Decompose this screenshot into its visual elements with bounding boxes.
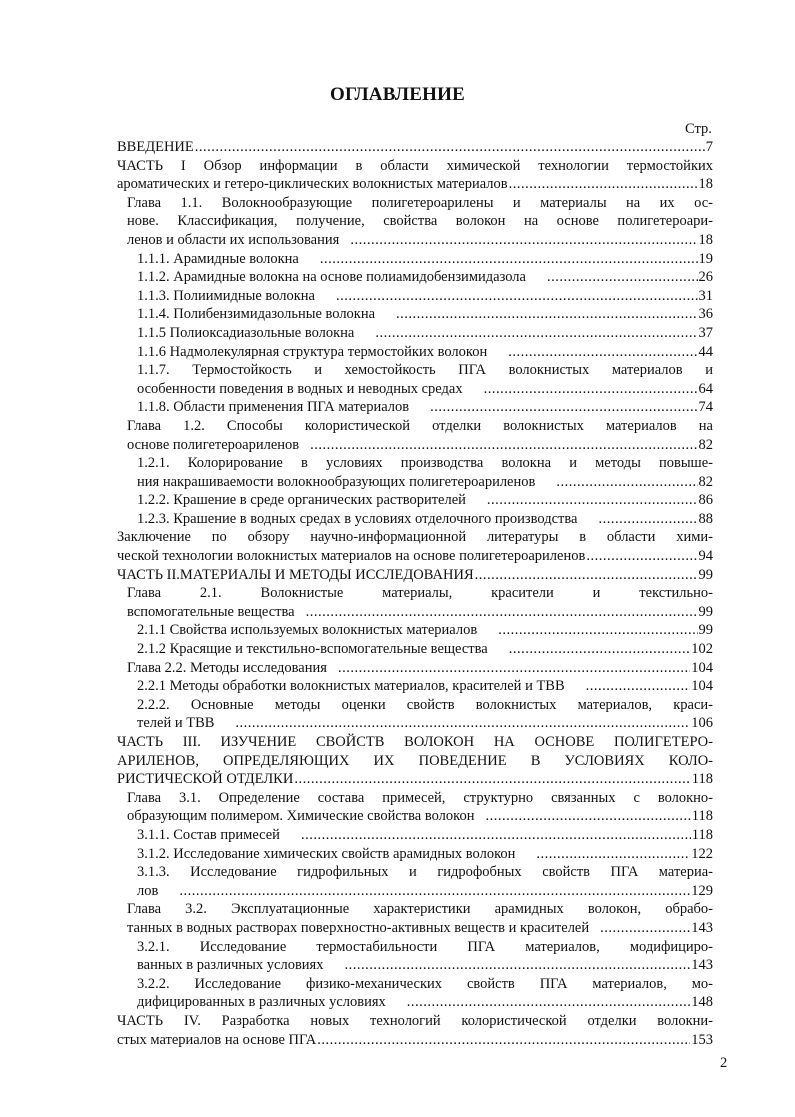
toc-entry[interactable]: [117, 454, 713, 491]
toc-entry-page: 143: [691, 957, 713, 974]
toc-entry-lastline: [117, 714, 713, 733]
toc-entry-line: ЧАСТЬ I Обзор информации в области химической технологии термостойких: [117, 157, 713, 174]
leader-dots: [355, 324, 697, 343]
leader-dots: [536, 473, 697, 492]
toc-entry-line: Глава 1.1. Волокнообразующие полигетероарилены и материалы на их ос-: [127, 194, 713, 211]
toc-entry-text: РИСТИЧЕСКОЙ ОТДЕЛКИ: [117, 771, 294, 788]
toc-entry[interactable]: [117, 138, 713, 157]
toc-entry-text: 1.2.2. Крашение в среде органических растворителей: [137, 492, 466, 509]
table-of-contents: [117, 138, 713, 1049]
toc-entry-page: 44: [698, 343, 713, 360]
toc-entry-text: ВВЕДЕНИЕ: [117, 139, 194, 155]
toc-entry-lastline: [117, 919, 713, 938]
toc-entry-lastline: [117, 993, 713, 1012]
toc-entry-text: ванных в различных условиях: [137, 957, 324, 974]
toc-entry-page: 129: [691, 882, 713, 899]
toc-entry-text: 2.1.1 Свойства используемых волокнистых материалов: [137, 622, 478, 639]
leader-dots: [566, 677, 691, 696]
toc-entry-line: Глава 2.1. Волокнистые материалы, красители и текстильно-: [127, 585, 713, 602]
toc-entry-line: 1.1.7. Термостойкость и хемостойкость ПГА волокнистых материалов и: [137, 362, 713, 379]
toc-entry-line: Заключение по обзору научно-информационной литературы в области хими-: [117, 529, 713, 546]
leader-dots: [509, 175, 698, 194]
toc-entry-text: особенности поведения в водных и неводных средах: [137, 380, 463, 397]
toc-entry-text: вспомогательные вещества: [127, 603, 295, 620]
toc-entry-page: 118: [691, 826, 713, 843]
toc-entry-page: 88: [698, 510, 713, 527]
toc-entry-line: Глава 1.2. Способы колористической отделки волокнистых материалов на: [127, 417, 713, 434]
toc-entry-text: 2.2.1 Методы обработки волокнистых материалов, красителей и ТВВ: [137, 678, 565, 695]
toc-entry-page: 118: [691, 771, 713, 788]
toc-entry-lastline: [117, 807, 713, 826]
toc-entry-page: 99: [698, 566, 713, 583]
toc-entry-lastline: [117, 491, 713, 510]
toc-entry-text: ароматических и гетеро-циклических волокнистых материалов: [117, 176, 508, 193]
toc-entry-page: 104: [691, 678, 713, 695]
toc-entry[interactable]: [117, 528, 713, 565]
leader-dots: [387, 993, 690, 1012]
leader-dots: [159, 882, 690, 901]
leader-dots: [300, 436, 697, 455]
toc-entry[interactable]: [117, 621, 713, 640]
toc-entry[interactable]: [117, 566, 713, 585]
toc-entry-lastline: [117, 324, 713, 343]
toc-entry[interactable]: [117, 845, 713, 864]
toc-entry-page: 122: [691, 845, 713, 862]
toc-entry-lastline: [117, 956, 713, 975]
toc-entry-text: танных в водных растворах поверхностно-активных веществ и красителей: [127, 919, 590, 936]
toc-entry-line: Глава 3.1. Определение состава примесей, структурно связанных с волокно-: [127, 789, 713, 806]
toc-entry-page: 18: [698, 231, 713, 248]
toc-entry-lastline: [117, 659, 713, 678]
page-title: ОГЛАВЛЕНИЕ: [330, 84, 465, 105]
toc-entry-lastline: [117, 677, 713, 696]
leader-dots: [475, 807, 690, 826]
toc-entry-page: 82: [698, 473, 713, 490]
toc-entry[interactable]: [117, 584, 713, 621]
leader-dots: [376, 305, 697, 324]
toc-entry-page: 18: [698, 176, 713, 193]
toc-entry-lastline: [117, 231, 713, 250]
leader-dots: [578, 510, 697, 529]
toc-entry-text: ЧАСТЬ II.МАТЕРИАЛЫ И МЕТОДЫ ИССЛЕДОВАНИЯ: [117, 566, 474, 583]
toc-entry[interactable]: [117, 324, 713, 343]
toc-entry[interactable]: [117, 417, 713, 454]
toc-entry-lastline: [117, 250, 713, 269]
toc-entry[interactable]: [117, 938, 713, 975]
toc-entry[interactable]: [117, 157, 713, 194]
toc-entry-text: ческой технологии волокнистых материалов на основе полигетероариленов: [117, 548, 586, 565]
toc-entry-text: 1.1.2. Арамидные волокна на основе полиамидобензимидазола: [137, 269, 526, 286]
leader-dots: [527, 268, 698, 287]
toc-entry-lastline: [117, 566, 713, 585]
toc-entry-text: ния накрашиваемости волокнообразующих полигетероариленов: [137, 473, 536, 490]
toc-entry-page: 153: [691, 1031, 713, 1048]
toc-entry-page: 64: [698, 380, 713, 397]
toc-entry-page: 86: [698, 492, 713, 509]
toc-entry[interactable]: [117, 696, 713, 733]
toc-entry-page: 31: [698, 287, 713, 304]
toc-entry-page: 143: [691, 919, 713, 936]
toc-entry-page: 118: [691, 808, 713, 825]
leader-dots: [340, 231, 697, 250]
leader-dots: [281, 826, 691, 845]
toc-entry-line: ЧАСТЬ III. ИЗУЧЕНИЕ СВОЙСТВ ВОЛОКОН НА ОСНОВЕ ПОЛИГЕТЕРО-: [117, 734, 713, 750]
toc-entry-line: АРИЛЕНОВ, ОПРЕДЕЛЯЮЩИХ ИХ ПОВЕДЕНИЕ В УСЛОВИЯХ КОЛО-: [117, 752, 713, 769]
leader-dots: [586, 547, 697, 566]
toc-entry-text: 3.1.1. Состав примесей: [137, 826, 280, 843]
toc-entry-line: ЧАСТЬ IV. Разработка новых технологий колористической отделки волокни-: [117, 1012, 713, 1029]
toc-entry[interactable]: [117, 343, 713, 362]
toc-entry-lastline: [117, 138, 713, 157]
toc-entry-lastline: [117, 268, 713, 287]
toc-entry-lastline: [117, 510, 713, 529]
toc-entry-lastline: [117, 826, 713, 845]
toc-entry-text: стых материалов на основе ПГА: [117, 1031, 317, 1048]
toc-entry[interactable]: [117, 863, 713, 900]
toc-entry-text: 1.1.8. Области применения ПГА материалов: [137, 399, 410, 416]
toc-entry-line: Глава 3.2. Эксплуатационные характеристики арамидных волокон, обрабо-: [127, 901, 713, 918]
leader-dots: [488, 343, 697, 362]
toc-entry-page: 102: [691, 641, 713, 658]
toc-entry-lastline: [117, 305, 713, 324]
toc-entry[interactable]: [117, 305, 713, 324]
toc-entry-lastline: [117, 770, 713, 789]
toc-entry-page: 104: [691, 659, 713, 676]
toc-entry[interactable]: [117, 361, 713, 398]
toc-entry-line: 1.2.1. Колорирование в условиях производства волокна и методы повыше-: [137, 455, 713, 472]
toc-entry-page: 37: [698, 324, 713, 341]
page-column-label: Стр.: [685, 121, 712, 137]
leader-dots: [294, 770, 690, 789]
toc-entry-page: 94: [698, 548, 713, 565]
leader-dots: [475, 566, 698, 585]
toc-entry-line: 3.1.3. Исследование гидрофильных и гидрофобных свойств ПГА материа-: [137, 864, 713, 881]
toc-entry-text: 1.1.1. Арамидные волокна: [137, 250, 299, 267]
toc-entry[interactable]: [117, 677, 713, 696]
leader-dots: [478, 621, 697, 640]
toc-entry-text: Глава 2.2. Методы исследования: [127, 659, 327, 676]
toc-entry-text: дифицированных в различных условиях: [137, 994, 386, 1011]
toc-entry[interactable]: [117, 510, 713, 529]
toc-entry[interactable]: [117, 900, 713, 937]
leader-dots: [516, 845, 690, 864]
toc-entry[interactable]: [117, 287, 713, 306]
toc-entry-lastline: [117, 398, 713, 417]
toc-entry-text: ленов и области их использования: [127, 231, 340, 248]
toc-entry-lastline: [117, 603, 713, 622]
toc-entry-text: 3.1.2. Исследование химических свойств арамидных волокон: [137, 845, 516, 862]
toc-entry-page: 7: [705, 139, 713, 155]
toc-entry-page: 26: [698, 269, 713, 286]
toc-entry-page: 36: [698, 306, 713, 323]
toc-entry-lastline: [117, 436, 713, 455]
toc-entry-lastline: [117, 882, 713, 901]
toc-entry-lastline: [117, 640, 713, 659]
toc-entry-lastline: [117, 473, 713, 492]
leader-dots: [317, 1031, 690, 1050]
toc-entry[interactable]: [117, 733, 713, 789]
toc-entry-text: 2.1.2 Красящие и текстильно-вспомогательные вещества: [137, 641, 488, 658]
leader-dots: [489, 640, 691, 659]
toc-entry-line: 3.2.1. Исследование термостабильности ПГА материалов, модифициро-: [137, 938, 713, 955]
toc-entry-lastline: [117, 845, 713, 864]
toc-entry-text: основе полигетероариленов: [127, 436, 300, 453]
toc-entry-lastline: [117, 1031, 713, 1050]
toc-entry-page: 99: [698, 603, 713, 620]
toc-entry-text: 1.1.3. Полиимидные волокна: [137, 287, 315, 304]
toc-entry-lastline: [117, 547, 713, 566]
toc-entry[interactable]: [117, 1012, 713, 1049]
leader-dots: [300, 250, 698, 269]
leader-dots: [467, 491, 698, 510]
toc-entry[interactable]: [117, 975, 713, 1012]
leader-dots: [324, 956, 690, 975]
toc-entry-lastline: [117, 621, 713, 640]
toc-entry[interactable]: [117, 640, 713, 659]
toc-entry-page: 82: [698, 436, 713, 453]
toc-entry-text: образующим полимером. Химические свойства волокон: [127, 808, 475, 825]
toc-entry-text: 1.1.5 Полиоксадиазольные волокна: [137, 324, 355, 341]
page-number: 2: [720, 1055, 728, 1071]
toc-entry[interactable]: [117, 250, 713, 269]
toc-entry-text: 1.2.3. Крашение в водных средах в условиях отделочного производства: [137, 510, 578, 527]
toc-entry-page: 99: [698, 622, 713, 639]
toc-entry-page: 74: [698, 399, 713, 416]
toc-entry-line: 2.2.2. Основные методы оценки свойств волокнистых материалов, краси-: [137, 696, 713, 713]
leader-dots: [590, 919, 690, 938]
toc-entry-text: лов: [137, 882, 159, 899]
toc-entry-line: нове. Классификация, получение, свойства волокон на основе полигетероари-: [127, 213, 713, 230]
leader-dots: [316, 287, 698, 306]
toc-entry-text: 1.1.4. Полибензимидазольные волокна: [137, 306, 376, 323]
leader-dots: [296, 603, 698, 622]
leader-dots: [215, 714, 690, 733]
toc-entry-page: 19: [698, 250, 713, 267]
toc-entry-page: 148: [691, 994, 713, 1011]
toc-entry-lastline: [117, 380, 713, 399]
toc-entry-lastline: [117, 175, 713, 194]
toc-entry[interactable]: [117, 826, 713, 845]
leader-dots: [195, 138, 705, 157]
toc-entry-text: телей и ТВВ: [137, 715, 215, 732]
toc-entry[interactable]: [117, 194, 713, 250]
leader-dots: [328, 659, 690, 678]
leader-dots: [410, 398, 697, 417]
toc-entry[interactable]: [117, 789, 713, 826]
toc-entry[interactable]: [117, 268, 713, 287]
toc-entry[interactable]: [117, 398, 713, 417]
toc-entry[interactable]: [117, 659, 713, 678]
toc-entry-line: 3.2.2. Исследование физико-механических свойств ПГА материалов, мо-: [137, 975, 713, 992]
toc-entry-lastline: [117, 287, 713, 306]
toc-entry-page: 106: [691, 715, 713, 732]
toc-entry-text: 1.1.6 Надмолекулярная структура термостойких волокон: [137, 343, 488, 360]
toc-entry-lastline: [117, 343, 713, 362]
toc-entry[interactable]: [117, 491, 713, 510]
leader-dots: [464, 380, 698, 399]
